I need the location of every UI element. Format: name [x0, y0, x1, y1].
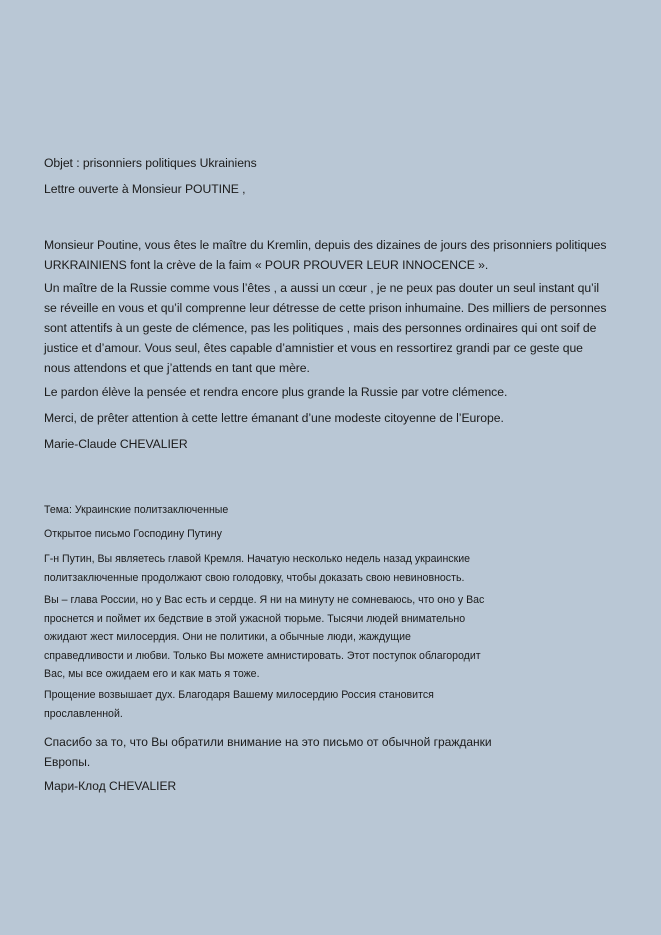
- ru-paragraph-2: Вы – глава России, но у Вас есть и сердце. Я ни на минуту не сомневаюсь, что оно у Вас проснется и поймет их бедствие в этой ужасной тюрьме. Тысячи людей внимательно ожидают жест милосердия. Они не политики, а обычные люди, жаждущие справедливости и любви. Только Вы можете амнистировать. Этот поступок облагородит Вас, мы все ожидаем его и как мать я тоже.: [44, 594, 485, 680]
- fr-signature: Marie-Claude CHEVALIER: [44, 437, 188, 451]
- ru-heading: Открытое письмо Господину Путину: [44, 528, 222, 540]
- ru-paragraph-4: Спасибо за то, что Вы обратили внимание на это письмо от обычной гражданки Европы.: [44, 735, 492, 769]
- ru-paragraph-1: Г-н Путин, Вы являетесь главой Кремля. Начатую несколько недель назад украинские политзаключенные продолжают свою голодовку, чтобы доказать свою невиновность.: [44, 553, 471, 584]
- fr-paragraph-2: Un maître de la Russie comme vous l’êtes , a aussi un cœur , je ne peux pas douter un seul instant qu’il se réveille en vous et qu’il comprenne leur détresse de cette prison inhumaine. Des milliers de personnes sont attentifs à un geste de clémence, pas les politiques , mais des personnes ordinaires qui ont soif de justice et d’amour. Vous seul, êtes capable d’amnistier et vous en ressortirez grandi par ce geste que nous attendons et que j’attends en tant que mère.: [44, 281, 607, 375]
- ru-subject: Тема: Украинские политзаключенные: [44, 504, 229, 516]
- fr-paragraph-4: Merci, de prêter attention à cette lettre émanant d’une modeste citoyenne de l’Europe.: [44, 411, 504, 425]
- fr-subject: Objet : prisonniers politiques Ukrainiens: [44, 156, 257, 170]
- fr-paragraph-1: Monsieur Poutine, vous êtes le maître du Kremlin, depuis des dizaines de jours des prisonniers politiques URKRAINIENS font la crève de la faim « POUR PROUVER LEUR INNOCENCE ».: [44, 238, 607, 272]
- ru-signature: Мари-Клод CHEVALIER: [44, 779, 177, 793]
- fr-paragraph-3: Le pardon élève la pensée et rendra encore plus grande la Russie par votre clémence.: [44, 385, 508, 399]
- fr-heading: Lettre ouverte à Monsieur POUTINE ,: [44, 182, 246, 196]
- ru-paragraph-3: Прощение возвышает дух. Благодаря Вашему милосердию Россия становится прославленной.: [44, 689, 434, 720]
